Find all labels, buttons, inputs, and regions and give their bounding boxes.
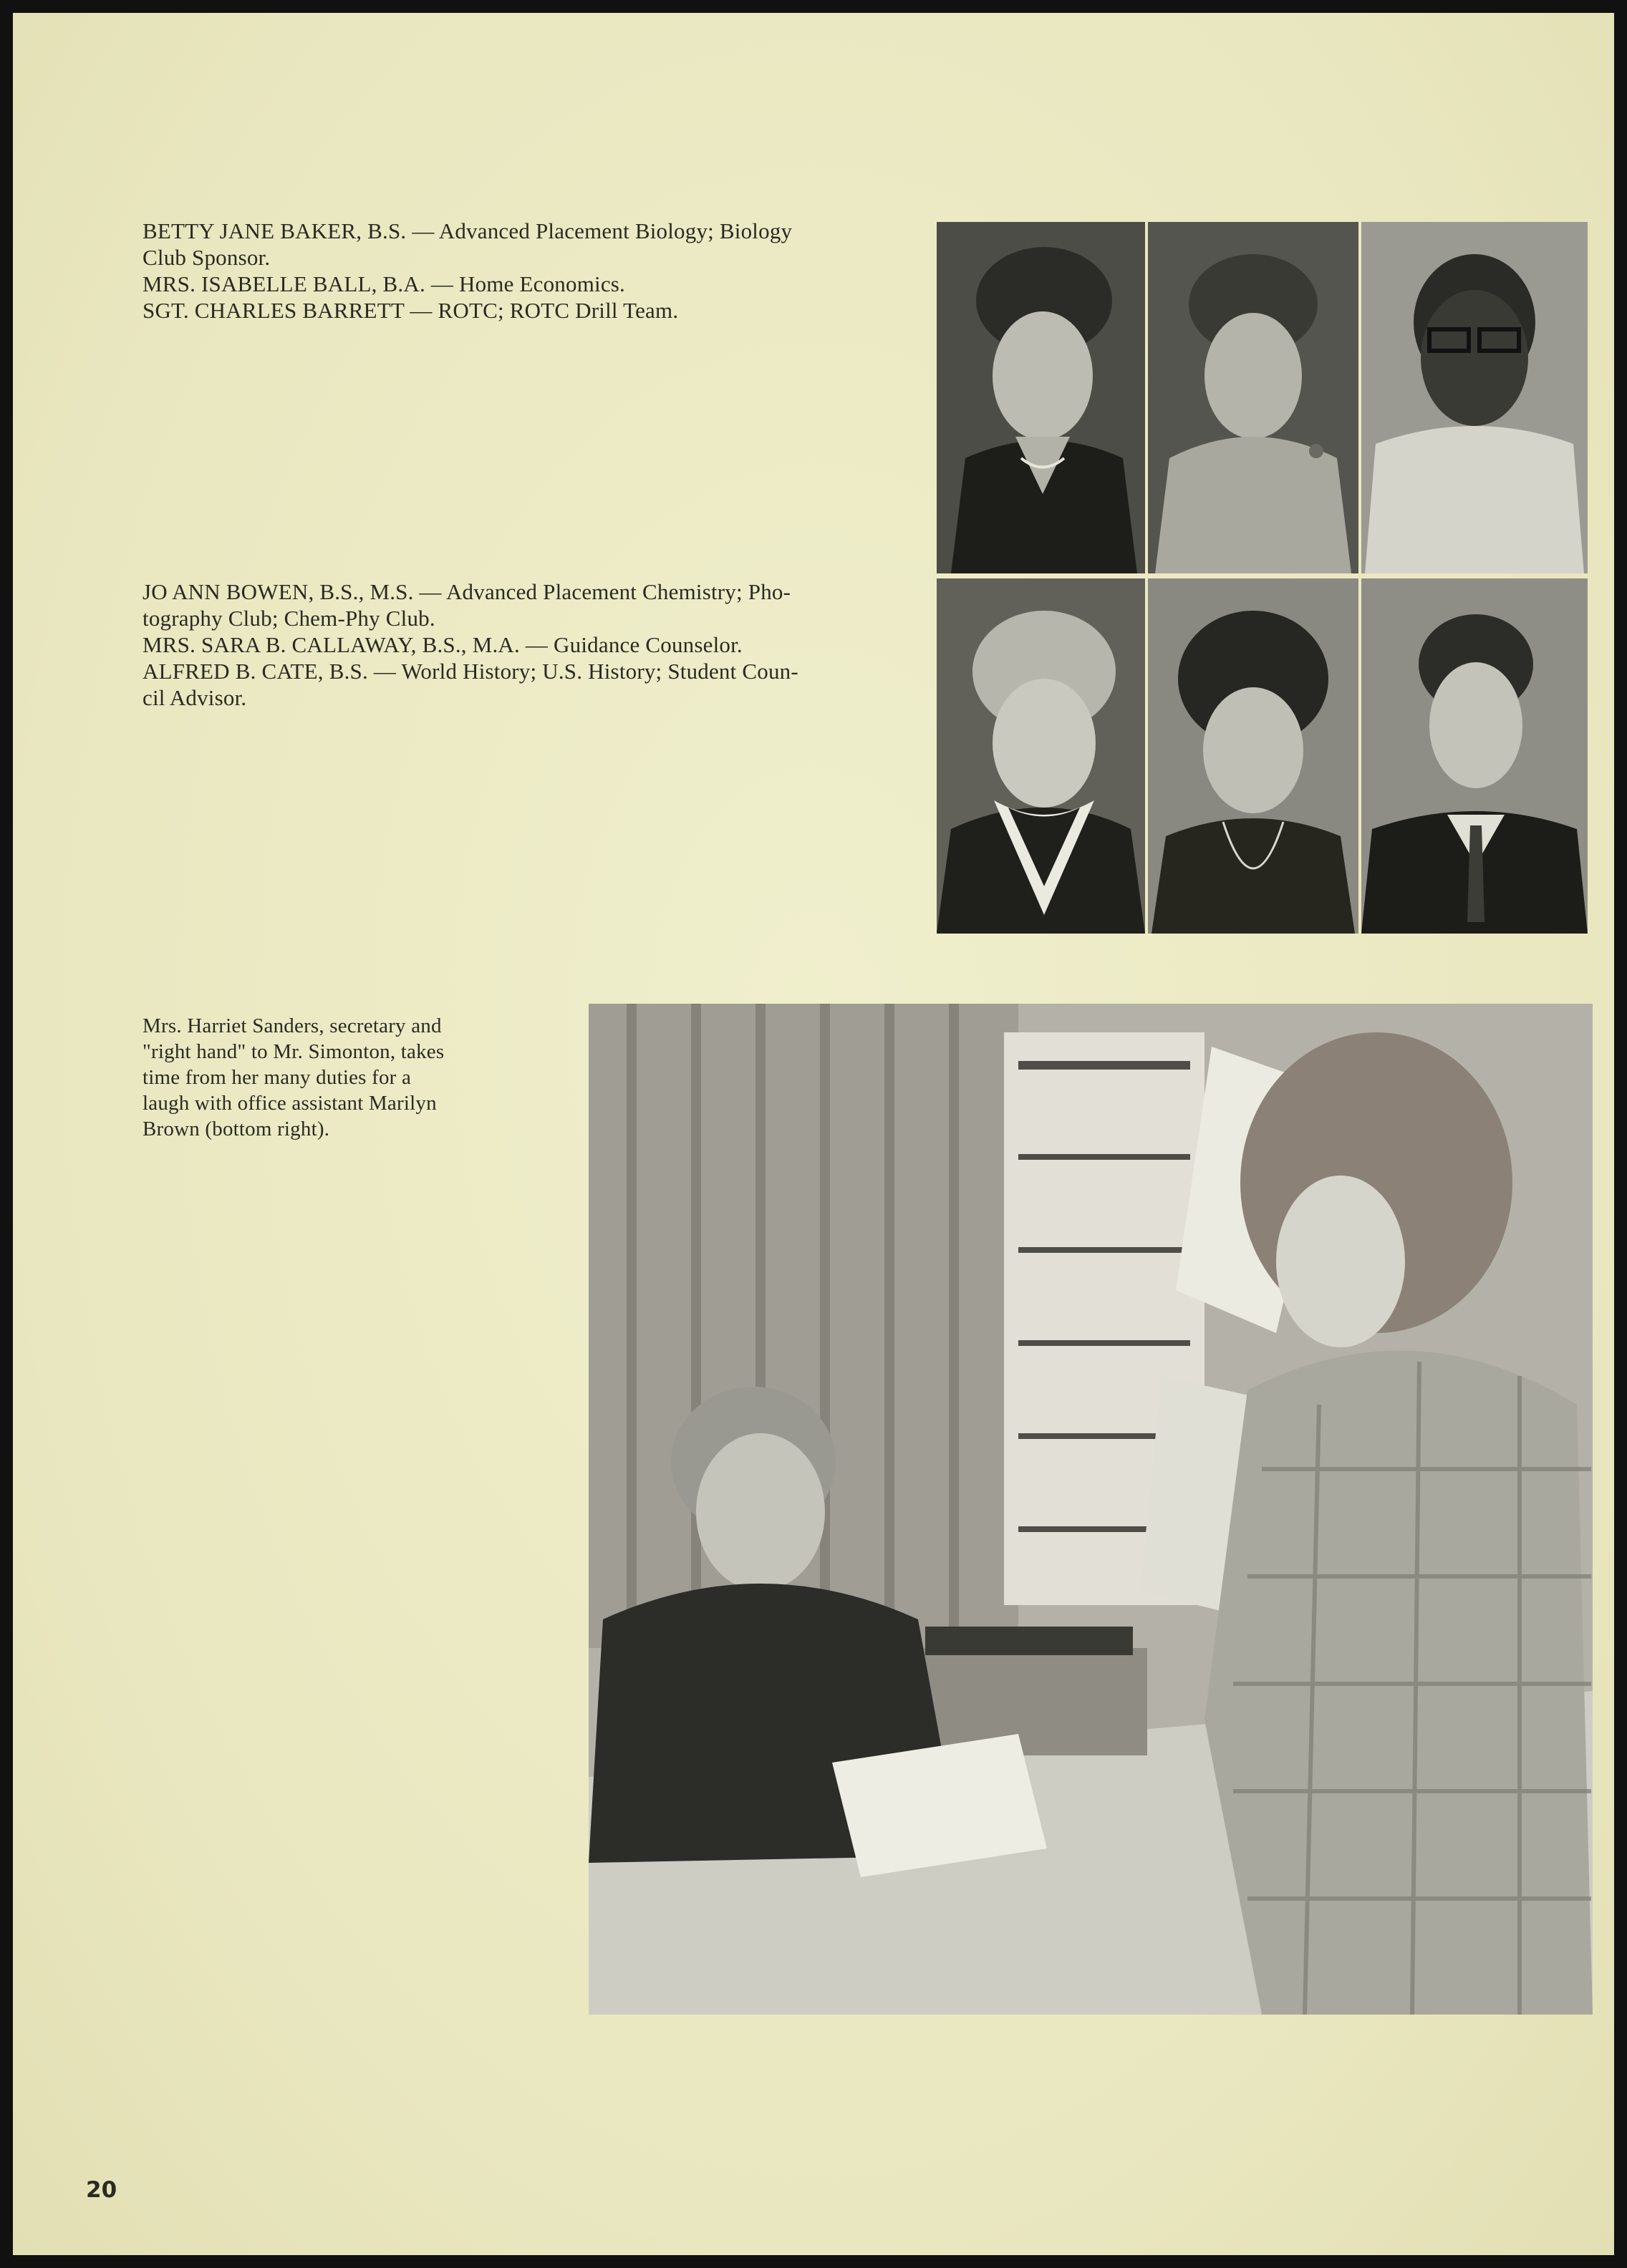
page-number: 20 xyxy=(86,2177,117,2203)
caption-line: laugh with office assistant Marilyn xyxy=(143,1092,437,1115)
caption-line: BETTY JANE BAKER, B.S. — Advanced Placement Biology; Biology xyxy=(143,218,793,243)
faculty-caption-top xyxy=(143,218,873,324)
yearbook-page xyxy=(13,13,1614,2255)
caption-line: tography Club; Chem-Phy Club. xyxy=(143,606,435,631)
office-photo-caption xyxy=(143,1013,529,1142)
portrait-cate xyxy=(1361,578,1588,934)
faculty-caption-bottom xyxy=(143,578,873,711)
caption-line: JO ANN BOWEN, B.S., M.S. — Advanced Placement Chemistry; Pho- xyxy=(143,579,791,604)
caption-line: Brown (bottom right). xyxy=(143,1118,330,1140)
caption-line: ALFRED B. CATE, B.S. — World History; U.S. History; Student Coun- xyxy=(143,659,798,684)
portrait-callaway xyxy=(1148,578,1358,934)
portrait-ball xyxy=(1148,222,1358,573)
caption-line: MRS. ISABELLE BALL, B.A. — Home Economics. xyxy=(143,271,626,296)
caption-line: SGT. CHARLES BARRETT — ROTC; ROTC Drill Team. xyxy=(143,298,679,323)
caption-line: MRS. SARA B. CALLAWAY, B.S., M.A. — Guidance Counselor. xyxy=(143,632,743,657)
caption-line: "right hand" to Mr. Simonton, takes xyxy=(143,1040,445,1063)
portrait-baker xyxy=(937,222,1145,573)
caption-line: Club Sponsor. xyxy=(143,245,271,270)
office-photo xyxy=(589,1004,1593,2015)
caption-line: cil Advisor. xyxy=(143,685,247,710)
caption-line: Mrs. Harriet Sanders, secretary and xyxy=(143,1014,442,1037)
caption-line: time from her many duties for a xyxy=(143,1066,412,1089)
portrait-bowen xyxy=(937,578,1145,934)
portrait-barrett xyxy=(1361,222,1588,573)
